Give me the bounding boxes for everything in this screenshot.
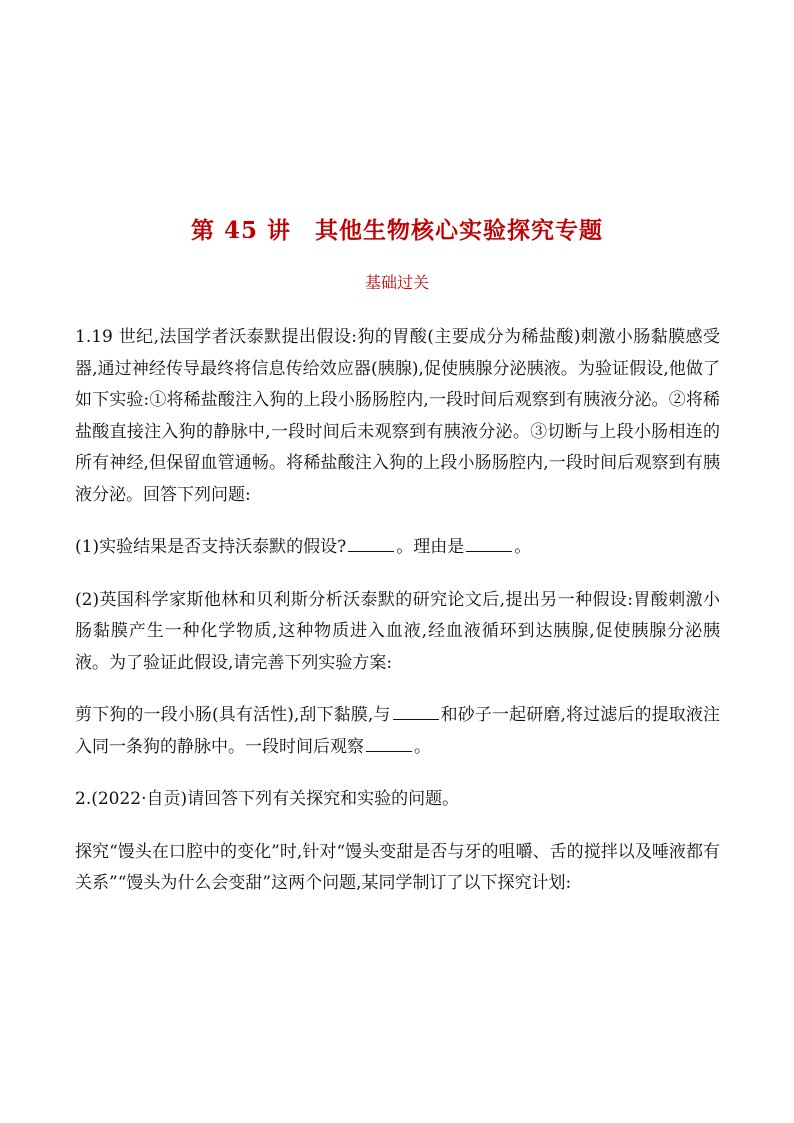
question-1-sub-2 <box>75 585 720 680</box>
question-1-sub-1-reason: 。理由是 <box>396 537 465 557</box>
question-2-text: 2.(2022·自贡)请回答下列有关探究和实验的问题。 <box>75 789 460 809</box>
plan-text-part-2: 和砂子一起研磨,将过滤后的提取液注入同一条狗的静脉中。一段时间后观察 <box>75 705 720 757</box>
plan-text-part-3: 。 <box>414 736 431 757</box>
plan-text-part-1: 剪下狗的一段小肠(具有活性),刮下黏膜,与 <box>75 705 391 725</box>
answer-blank <box>466 533 512 552</box>
question-1-sub-1-prompt: (1)实验结果是否支持沃泰默的假设? <box>75 537 347 557</box>
page-title: 第 45 讲 其他生物核心实验探究专题 <box>190 217 604 244</box>
question-1-text: 1.19 世纪,法国学者沃泰默提出假设:狗的胃酸(主要成分为稀盐酸)刺激小肠黏膜感受器,通过神经传导最终将信息传给效应器(胰腺),促使胰腺分泌胰液。为验证假设,他做了如下实验:①将稀盐酸注入狗的上段小肠肠腔内,一段时间后观察到有胰液分泌。②将稀盐酸直接注入狗的静脉中,一段时间后未观察到有胰液分泌。③切断与上段小肠相连的所有神经,但保留血管通畅。将稀盐酸注入狗的上段小肠肠腔内,一段时间后观察到有胰液分泌。回答下列问题: <box>75 327 720 505</box>
answer-blank <box>366 733 412 752</box>
question-1-sub-1 <box>75 532 720 564</box>
question-1-sub-1-end: 。 <box>514 537 532 557</box>
question-2-stem <box>75 784 720 816</box>
answer-blank <box>348 533 394 552</box>
question-1-sub-2-plan <box>75 700 720 763</box>
question-1-stem <box>75 322 720 511</box>
section-subtitle: 基础过关 <box>364 273 429 292</box>
question-2-intro-text: 探究“馒头在口腔中的变化”时,针对“馒头变甜是否与牙的咀嚼、舌的搅拌以及唾液都有关系”“馒头为什么会变甜”这两个问题,某同学制订了以下探究计划: <box>75 841 720 893</box>
question-2-intro <box>75 837 720 900</box>
answer-blank <box>393 701 439 720</box>
document-body <box>75 322 720 921</box>
question-1-sub-2-text: (2)英国科学家斯他林和贝利斯分析沃泰默的研究论文后,提出另一种假设:胃酸刺激小肠黏膜产生一种化学物质,这种物质进入血液,经血液循环到达胰腺,促使胰腺分泌胰液。为了验证此假设,请完善下列实验方案: <box>75 589 720 673</box>
